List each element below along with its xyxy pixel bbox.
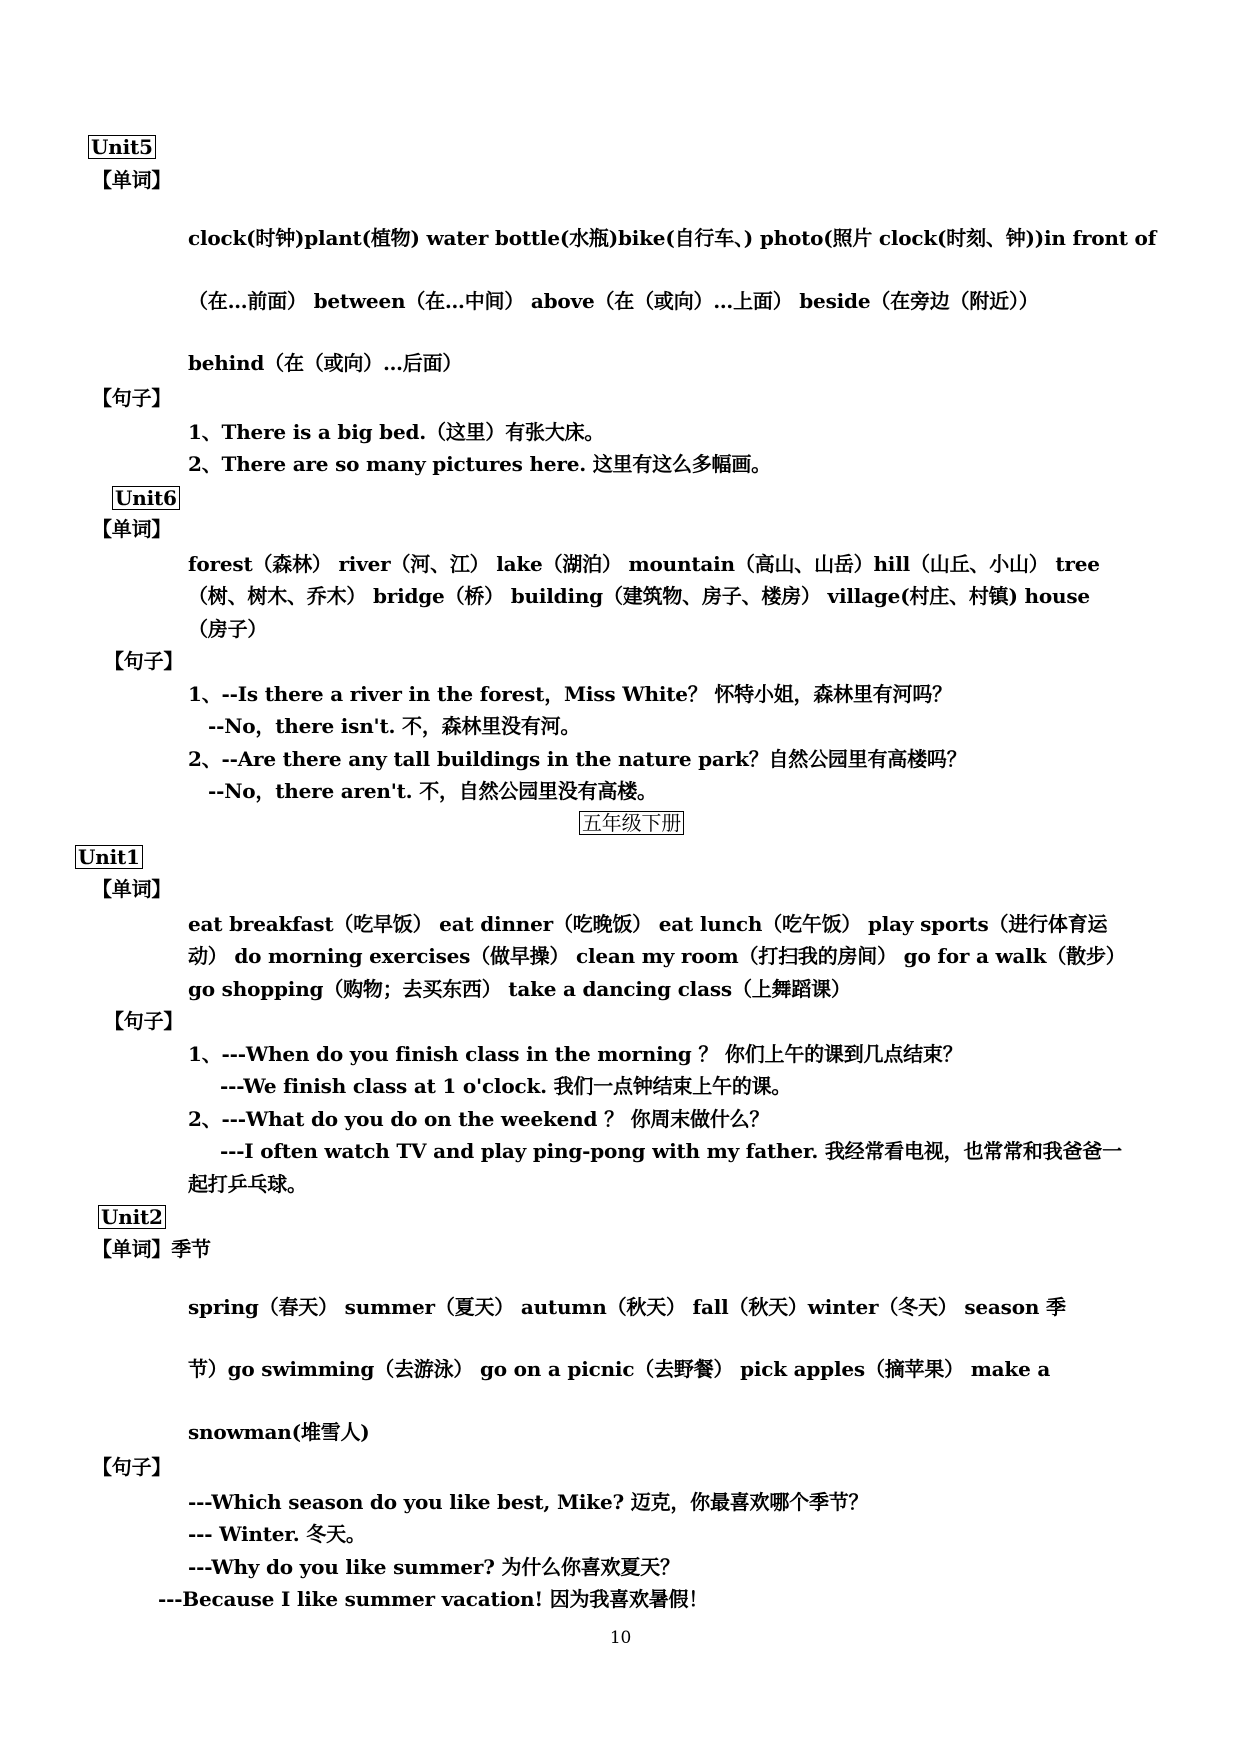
unit6-words-line: （房子） [188, 617, 268, 641]
unit5-sentences-label: 【句子】 [92, 386, 172, 410]
unit6-sentence: --No，there isn't. 不，森林里没有河。 [208, 714, 581, 738]
unit1-words-label: 【单词】 [92, 877, 172, 901]
unit5-sentence: 1、There is a big bed.（这里）有张大床。 [188, 420, 605, 444]
unit2-words-line: 节）go swimming（去游泳） go on a picnic（去野餐） pick apples（摘苹果） make a [188, 1357, 1051, 1381]
unit6-sentence: 2、--Are there any tall buildings in the nature park？自然公园里有高楼吗？ [188, 747, 967, 771]
unit1-words-line: go shopping（购物；去买东西） take a dancing class（上舞蹈课） [188, 977, 851, 1001]
unit1-words-line: 动） do morning exercises（做早操） clean my room（打扫我的房间） go for a walk（散步） [188, 944, 1126, 968]
unit1-sentence: ---I often watch TV and play ping-pong with my father. 我经常看电视，也常常和我爸爸一 [220, 1139, 1122, 1163]
unit1-sentence: 2、---What do you do on the weekend ？ 你周末做什么？ [188, 1107, 770, 1131]
unit5-words-line: （在…前面） between（在…中间） above（在（或向）…上面） beside（在旁边（附近）） [188, 289, 1039, 313]
unit2-sentences-label: 【句子】 [92, 1455, 172, 1479]
unit6-sentences-label: 【句子】 [104, 649, 184, 673]
unit1-sentences-label: 【句子】 [104, 1009, 184, 1033]
unit1-sentence: 1、---When do you finish class in the morning ？ 你们上午的课到几点结束？ [188, 1042, 963, 1066]
unit5-words-label: 【单词】 [92, 168, 172, 192]
unit2-words-line: spring（春天） summer（夏天） autumn（秋天） fall（秋天）winter（冬天） season 季 [188, 1295, 1066, 1319]
unit1-words-line: eat breakfast（吃早饭） eat dinner（吃晚饭） eat lunch（吃午饭） play sports（进行体育运 [188, 912, 1108, 936]
unit2-sentence: ---Because I like summer vacation! 因为我喜欢暑假！ [158, 1587, 709, 1611]
unit5-words-line: behind（在（或向）…后面） [188, 351, 463, 375]
unit5-words-line: clock(时钟)plant(植物) water bottle(水瓶)bike(自行车、) photo(照片 clock(时刻、钟))in front of [188, 226, 1157, 250]
unit5-title: Unit5 [88, 135, 156, 159]
unit6-sentence: 1、--Is there a river in the forest，Miss White？ 怀特小姐，森林里有河吗？ [188, 682, 952, 706]
unit6-sentence: --No，there aren't. 不，自然公园里没有高楼。 [208, 779, 657, 803]
unit6-title: Unit6 [112, 486, 180, 510]
unit2-words-label: 【单词】季节 [92, 1237, 211, 1261]
page-number: 10 [609, 1628, 632, 1648]
unit2-sentence: ---Why do you like summer? 为什么你喜欢夏天？ [188, 1555, 680, 1579]
unit1-title: Unit1 [75, 845, 143, 869]
unit2-title: Unit2 [98, 1205, 166, 1229]
unit6-words-label: 【单词】 [92, 517, 172, 541]
unit6-words-line: （树、树木、乔木） bridge（桥） building（建筑物、房子、楼房） village(村庄、村镇) house [188, 584, 1090, 608]
unit2-words-line: snowman(堆雪人) [188, 1420, 370, 1444]
unit2-sentence: ---Which season do you like best, Mike? 迈克，你最喜欢哪个季节？ [188, 1490, 869, 1514]
unit1-sentence: 起打乒乓球。 [188, 1172, 307, 1196]
unit1-sentence: ---We finish class at 1 o'clock. 我们一点钟结束上午的课。 [220, 1074, 792, 1098]
unit2-sentence: --- Winter. 冬天。 [188, 1522, 366, 1546]
grade-section-header: 五年级下册 [579, 811, 684, 835]
unit5-sentence: 2、There are so many pictures here. 这里有这么多幅画。 [188, 452, 771, 476]
unit6-words-line: forest（森林） river（河、江） lake（湖泊） mountain（高山、山岳）hill（山丘、小山） tree [188, 552, 1100, 576]
